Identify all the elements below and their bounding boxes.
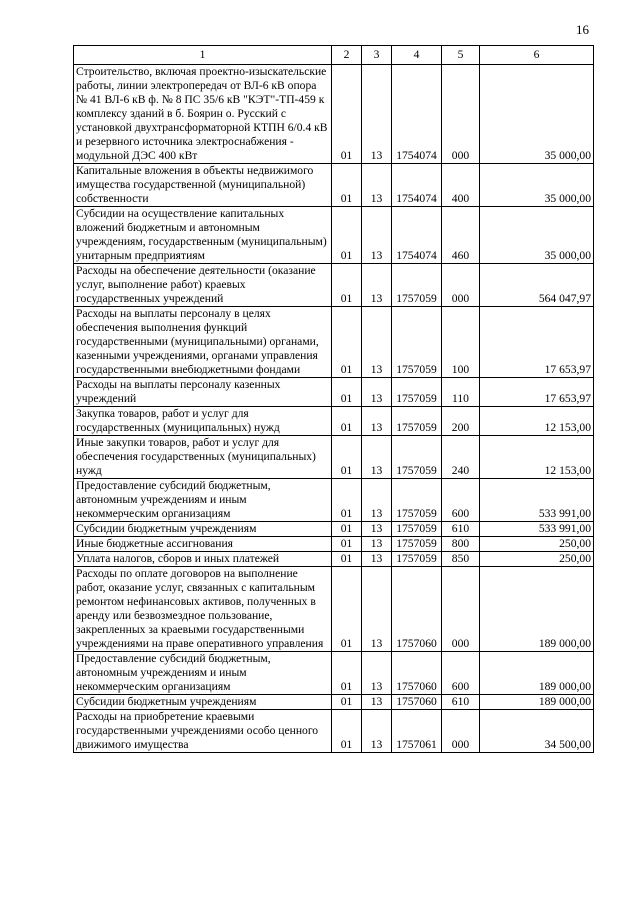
section-code-cell: 01 (332, 567, 362, 652)
table-row (74, 307, 594, 378)
section-code-cell: 01 (332, 307, 362, 378)
amount-cell: 250,00 (480, 537, 594, 552)
subsection-code-cell: 13 (362, 407, 392, 436)
target-article-code-cell: 1754074 (392, 164, 442, 207)
row-name-cell: Иные закупки товаров, работ и услуг для обеспечения государственных (муниципальных) нужд (74, 436, 332, 479)
section-code-cell: 01 (332, 436, 362, 479)
amount-cell: 35 000,00 (480, 164, 594, 207)
target-article-code-cell: 1754074 (392, 207, 442, 264)
row-name-cell: Расходы на выплаты персоналу казенных учреждений (74, 378, 332, 407)
subsection-code-cell: 13 (362, 207, 392, 264)
expense-type-code-cell: 400 (442, 164, 480, 207)
row-name-cell: Расходы на приобретение краевыми государственными учреждениями особо ценного движимого имущества (74, 710, 332, 753)
amount-cell: 35 000,00 (480, 207, 594, 264)
table-body (74, 65, 594, 753)
expense-type-code-cell: 610 (442, 695, 480, 710)
row-name-cell: Субсидии бюджетным учреждениям (74, 695, 332, 710)
header-col-4: 4 (392, 46, 442, 65)
target-article-code-cell: 1754074 (392, 65, 442, 164)
expense-type-code-cell: 800 (442, 537, 480, 552)
section-code-cell: 01 (332, 164, 362, 207)
expense-type-code-cell: 000 (442, 567, 480, 652)
amount-cell: 12 153,00 (480, 407, 594, 436)
subsection-code-cell: 13 (362, 164, 392, 207)
row-name-cell: Строительство, включая проектно-изыскательские работы, линии электропередач от ВЛ-6 кВ опора № 41 ВЛ-6 кВ ф. № 8 ПС 35/6 кВ "КЭТ"-ТП-459 к комплексу зданий в б. Боярин о. Русский с установкой двухтрансформаторной КТПН 6/0.4 кВ и резервного источника электроснабжения - модульной ДЭС 400 кВт (74, 65, 332, 164)
table-row (74, 522, 594, 537)
subsection-code-cell: 13 (362, 537, 392, 552)
subsection-code-cell: 13 (362, 552, 392, 567)
row-name-cell: Субсидии бюджетным учреждениям (74, 522, 332, 537)
target-article-code-cell: 1757059 (392, 522, 442, 537)
header-row (74, 46, 594, 65)
expense-type-code-cell: 600 (442, 652, 480, 695)
expense-type-code-cell: 100 (442, 307, 480, 378)
subsection-code-cell: 13 (362, 307, 392, 378)
subsection-code-cell: 13 (362, 567, 392, 652)
expense-type-code-cell: 110 (442, 378, 480, 407)
section-code-cell: 01 (332, 407, 362, 436)
header-col-3: 3 (362, 46, 392, 65)
amount-cell: 533 991,00 (480, 522, 594, 537)
table-row (74, 695, 594, 710)
expense-type-code-cell: 600 (442, 479, 480, 522)
section-code-cell: 01 (332, 695, 362, 710)
target-article-code-cell: 1757060 (392, 652, 442, 695)
amount-cell: 17 653,97 (480, 378, 594, 407)
subsection-code-cell: 13 (362, 522, 392, 537)
header-col-1: 1 (74, 46, 332, 65)
subsection-code-cell: 13 (362, 479, 392, 522)
section-code-cell: 01 (332, 522, 362, 537)
expense-type-code-cell: 240 (442, 436, 480, 479)
expense-type-code-cell: 000 (442, 264, 480, 307)
target-article-code-cell: 1757060 (392, 567, 442, 652)
section-code-cell: 01 (332, 264, 362, 307)
target-article-code-cell: 1757059 (392, 479, 442, 522)
subsection-code-cell: 13 (362, 695, 392, 710)
row-name-cell: Капитальные вложения в объекты недвижимого имущества государственной (муниципальной) собственности (74, 164, 332, 207)
table-row (74, 479, 594, 522)
row-name-cell: Расходы на обеспечение деятельности (оказание услуг, выполнение работ) краевых государственных учреждений (74, 264, 332, 307)
amount-cell: 189 000,00 (480, 567, 594, 652)
row-name-cell: Расходы на выплаты персоналу в целях обеспечения выполнения функций государственными (муниципальными) органами, казенными учреждениями, органами управления государственными внебюджетными фондами (74, 307, 332, 378)
table-row (74, 407, 594, 436)
expense-type-code-cell: 200 (442, 407, 480, 436)
header-col-5: 5 (442, 46, 480, 65)
expense-type-code-cell: 850 (442, 552, 480, 567)
row-name-cell: Закупка товаров, работ и услуг для государственных (муниципальных) нужд (74, 407, 332, 436)
subsection-code-cell: 13 (362, 264, 392, 307)
section-code-cell: 01 (332, 710, 362, 753)
subsection-code-cell: 13 (362, 652, 392, 695)
target-article-code-cell: 1757059 (392, 264, 442, 307)
page-number: 16 (576, 22, 589, 37)
section-code-cell: 01 (332, 207, 362, 264)
target-article-code-cell: 1757059 (392, 436, 442, 479)
amount-cell: 250,00 (480, 552, 594, 567)
amount-cell: 189 000,00 (480, 695, 594, 710)
row-name-cell: Расходы по оплате договоров на выполнение работ, оказание услуг, связанных с капитальным ремонтом нефинансовых активов, полученных в аренду или безвозмездное пользование, закрепленных за краевыми государственными учреждениями на праве оперативного управления (74, 567, 332, 652)
amount-cell: 35 000,00 (480, 65, 594, 164)
amount-cell: 189 000,00 (480, 652, 594, 695)
target-article-code-cell: 1757059 (392, 378, 442, 407)
target-article-code-cell: 1757059 (392, 407, 442, 436)
amount-cell: 533 991,00 (480, 479, 594, 522)
header-col-2: 2 (332, 46, 362, 65)
section-code-cell: 01 (332, 537, 362, 552)
expense-type-code-cell: 460 (442, 207, 480, 264)
section-code-cell: 01 (332, 479, 362, 522)
table-row (74, 65, 594, 164)
table-row (74, 436, 594, 479)
target-article-code-cell: 1757059 (392, 537, 442, 552)
row-name-cell: Уплата налогов, сборов и иных платежей (74, 552, 332, 567)
amount-cell: 17 653,97 (480, 307, 594, 378)
expense-type-code-cell: 610 (442, 522, 480, 537)
expense-type-code-cell: 000 (442, 65, 480, 164)
row-name-cell: Иные бюджетные ассигнования (74, 537, 332, 552)
subsection-code-cell: 13 (362, 378, 392, 407)
target-article-code-cell: 1757061 (392, 710, 442, 753)
section-code-cell: 01 (332, 652, 362, 695)
subsection-code-cell: 13 (362, 436, 392, 479)
table-row (74, 164, 594, 207)
table-row (74, 552, 594, 567)
table-row (74, 567, 594, 652)
table-row (74, 378, 594, 407)
row-name-cell: Предоставление субсидий бюджетным, автономным учреждениям и иным некоммерческим организациям (74, 652, 332, 695)
row-name-cell: Предоставление субсидий бюджетным, автономным учреждениям и иным некоммерческим организациям (74, 479, 332, 522)
section-code-cell: 01 (332, 378, 362, 407)
header-col-6: 6 (480, 46, 594, 65)
budget-table (73, 45, 594, 753)
amount-cell: 34 500,00 (480, 710, 594, 753)
section-code-cell: 01 (332, 65, 362, 164)
amount-cell: 564 047,97 (480, 264, 594, 307)
target-article-code-cell: 1757059 (392, 552, 442, 567)
target-article-code-cell: 1757060 (392, 695, 442, 710)
table-row (74, 652, 594, 695)
table-row (74, 537, 594, 552)
target-article-code-cell: 1757059 (392, 307, 442, 378)
subsection-code-cell: 13 (362, 710, 392, 753)
amount-cell: 12 153,00 (480, 436, 594, 479)
subsection-code-cell: 13 (362, 65, 392, 164)
table-row (74, 207, 594, 264)
row-name-cell: Субсидии на осуществление капитальных вложений бюджетным и автономным учреждениям, государственным (муниципальным) унитарным предприятиям (74, 207, 332, 264)
table-row (74, 710, 594, 753)
expense-type-code-cell: 000 (442, 710, 480, 753)
table-row (74, 264, 594, 307)
section-code-cell: 01 (332, 552, 362, 567)
